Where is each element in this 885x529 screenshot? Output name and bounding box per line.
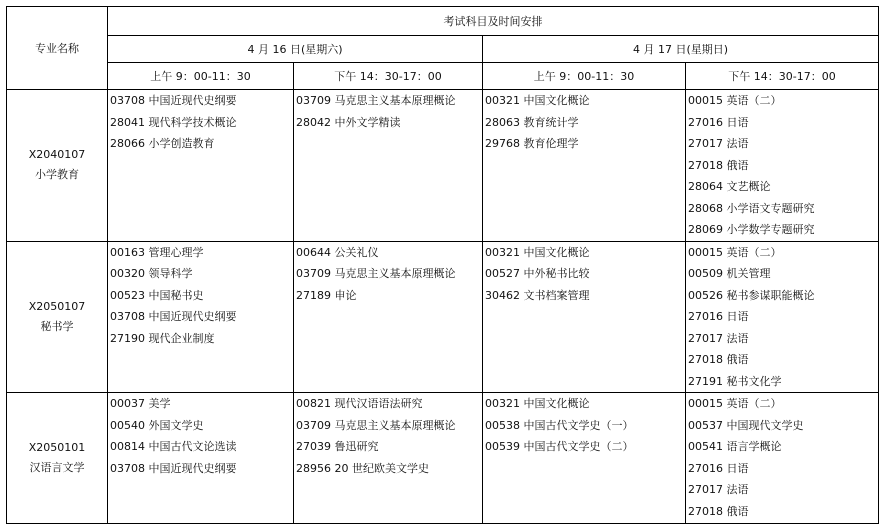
course-name: 美学	[148, 397, 171, 410]
course-line	[483, 90, 685, 112]
course-code: 27018	[688, 158, 723, 172]
course-code: 00037	[110, 397, 145, 410]
course-line	[686, 436, 878, 458]
course-cell-d1pm	[294, 241, 483, 393]
course-line	[108, 242, 293, 264]
course-code: 03709	[296, 418, 331, 432]
course-line	[483, 285, 685, 307]
course-code: 03709	[296, 94, 331, 107]
course-code: 28069	[688, 223, 723, 236]
course-cell-d1am	[108, 90, 294, 242]
course-name: 小学数学专题研究	[726, 223, 815, 236]
course-cell-d1pm	[294, 90, 483, 242]
course-line	[108, 133, 293, 155]
course-line	[108, 112, 293, 134]
course-name: 俄语	[726, 158, 749, 172]
course-name: 公关礼仪	[334, 245, 379, 259]
course-name: 法语	[726, 483, 749, 496]
course-line	[686, 133, 878, 155]
course-line	[483, 133, 685, 155]
course-name: 中国秘书史	[148, 288, 204, 302]
course-name: 中国文化概论	[523, 245, 590, 259]
course-cell-d1am	[108, 241, 294, 393]
major-code: X2050107	[28, 299, 86, 313]
course-name: 日语	[726, 115, 749, 129]
major-rows	[7, 90, 879, 524]
course-line	[108, 328, 293, 350]
course-name: 文书档案管理	[523, 288, 590, 302]
course-name: 教育伦理学	[523, 137, 579, 150]
course-code: 29768	[485, 137, 520, 150]
course-name: 英语（二）	[726, 245, 782, 259]
major-row	[7, 241, 879, 393]
course-line	[483, 393, 685, 415]
course-code: 27018	[688, 353, 723, 366]
course-name: 秘书参谋职能概论	[726, 288, 815, 302]
course-code: 03708	[110, 94, 145, 107]
course-name: 小学创造教育	[148, 137, 215, 150]
course-code: 00541	[688, 440, 723, 453]
course-line	[483, 112, 685, 134]
course-line	[108, 263, 293, 285]
course-code: 27018	[688, 504, 723, 518]
major-cell	[7, 241, 108, 393]
course-name: 中国现代文学史	[726, 418, 804, 432]
course-line	[686, 90, 878, 112]
course-name: 语言学概论	[726, 440, 782, 453]
day1-header: 4 月 16 日(星期六)	[108, 36, 483, 63]
course-code: 00321	[485, 245, 520, 259]
course-name: 中国古代文论选读	[148, 440, 237, 453]
course-code: 28042	[296, 115, 331, 129]
course-name: 中国古代文学史（一）	[523, 418, 634, 432]
course-cell-d2am	[483, 90, 686, 242]
course-line	[483, 436, 685, 458]
course-line	[686, 501, 878, 523]
course-name: 中国近现代史纲要	[148, 310, 237, 323]
course-line	[108, 285, 293, 307]
course-line	[686, 198, 878, 220]
course-name: 法语	[726, 331, 749, 345]
course-code: 00321	[485, 397, 520, 410]
course-cell-d2pm	[686, 393, 879, 524]
day2-am-header: 上午 9：00-11：30	[483, 63, 686, 90]
course-line	[294, 90, 482, 112]
course-code: 00538	[485, 418, 520, 432]
exam-schedule-table	[6, 6, 879, 524]
major-cell	[7, 393, 108, 524]
course-name: 中国文化概论	[523, 94, 590, 107]
course-code: 00015	[688, 245, 723, 259]
major-code: X2040107	[28, 148, 86, 162]
course-line	[686, 458, 878, 480]
course-code: 28041	[110, 115, 145, 129]
course-name: 现代企业制度	[148, 331, 215, 345]
course-line	[686, 112, 878, 134]
course-name: 现代汉语语法研究	[334, 397, 423, 410]
course-line	[483, 263, 685, 285]
course-name: 英语（二）	[726, 94, 782, 107]
major-column-header: 专业名称	[7, 7, 108, 90]
course-line	[294, 263, 482, 285]
course-name: 中国近现代史纲要	[148, 461, 237, 475]
course-name: 马克思主义基本原理概论	[334, 418, 456, 432]
course-cell-d2am	[483, 393, 686, 524]
course-name: 机关管理	[726, 267, 771, 280]
day2-pm-header: 下午 14：30-17：00	[686, 63, 879, 90]
course-line	[686, 242, 878, 264]
course-line	[108, 458, 293, 480]
course-name: 秘书文化学	[726, 374, 782, 388]
major-name: 秘书学	[40, 319, 74, 333]
course-name: 中国近现代史纲要	[148, 94, 237, 107]
course-line	[294, 393, 482, 415]
course-line	[108, 436, 293, 458]
course-name: 中外文学精读	[334, 115, 401, 129]
course-code: 28066	[110, 137, 145, 150]
course-code: 00321	[485, 94, 520, 107]
course-name: 管理心理学	[148, 245, 204, 259]
day1-pm-header: 下午 14：30-17：00	[294, 63, 483, 90]
course-cell-d1am	[108, 393, 294, 524]
course-code: 30462	[485, 288, 520, 302]
course-name: 日语	[726, 310, 749, 323]
course-code: 00644	[296, 245, 331, 259]
course-line	[686, 155, 878, 177]
course-name: 文艺概论	[726, 180, 771, 193]
course-name: 20 世纪欧美文学史	[334, 461, 429, 475]
major-cell	[7, 90, 108, 242]
course-line	[294, 436, 482, 458]
course-name: 中国文化概论	[523, 397, 590, 410]
course-line	[686, 393, 878, 415]
course-code: 00509	[688, 267, 723, 280]
course-name: 小学语文专题研究	[726, 201, 815, 215]
course-cell-d2pm	[686, 90, 879, 242]
course-name: 中外秘书比较	[523, 267, 590, 280]
course-name: 申论	[334, 288, 357, 302]
course-line	[686, 176, 878, 198]
course-name: 英语（二）	[726, 397, 782, 410]
schedule-title: 考试科目及时间安排	[108, 7, 879, 36]
course-code: 00539	[485, 440, 520, 453]
course-line	[294, 285, 482, 307]
major-row	[7, 393, 879, 524]
course-name: 马克思主义基本原理概论	[334, 267, 456, 280]
course-line	[686, 349, 878, 371]
course-line	[108, 306, 293, 328]
course-line	[294, 458, 482, 480]
course-name: 鲁迅研究	[334, 440, 379, 453]
course-line	[294, 415, 482, 437]
course-name: 外国文学史	[148, 418, 204, 432]
course-line	[108, 393, 293, 415]
course-cell-d2am	[483, 241, 686, 393]
course-code: 03708	[110, 461, 145, 475]
course-line	[686, 479, 878, 501]
course-line	[686, 263, 878, 285]
course-code: 00320	[110, 267, 145, 280]
course-name: 法语	[726, 137, 749, 150]
course-line	[686, 328, 878, 350]
course-code: 27190	[110, 331, 145, 345]
course-code: 00163	[110, 245, 145, 259]
course-line	[294, 242, 482, 264]
course-name: 俄语	[726, 353, 749, 366]
course-name: 领导科学	[148, 267, 193, 280]
course-code: 00527	[485, 267, 520, 280]
course-line	[686, 371, 878, 393]
course-code: 27017	[688, 331, 723, 345]
course-line	[483, 415, 685, 437]
course-name: 中国古代文学史（二）	[523, 440, 634, 453]
day1-am-header: 上午 9：00-11：30	[108, 63, 294, 90]
course-code: 27017	[688, 137, 723, 150]
major-code: X2050101	[28, 441, 86, 454]
course-code: 28063	[485, 115, 520, 129]
course-code: 27039	[296, 440, 331, 453]
course-code: 27189	[296, 288, 331, 302]
course-code: 00540	[110, 418, 145, 432]
course-name: 马克思主义基本原理概论	[334, 94, 456, 107]
major-name: 汉语言文学	[29, 461, 85, 474]
course-code: 00814	[110, 440, 145, 453]
course-name: 教育统计学	[523, 115, 579, 129]
course-code: 03708	[110, 310, 145, 323]
course-cell-d1pm	[294, 393, 483, 524]
course-code: 28956	[296, 461, 331, 475]
course-code: 27017	[688, 483, 723, 496]
course-line	[108, 415, 293, 437]
course-code: 27191	[688, 374, 723, 388]
course-name: 现代科学技术概论	[148, 115, 237, 129]
course-line	[686, 285, 878, 307]
course-cell-d2pm	[686, 241, 879, 393]
course-code: 27016	[688, 461, 723, 475]
day2-header: 4 月 17 日(星期日)	[483, 36, 879, 63]
course-line	[686, 306, 878, 328]
course-line	[108, 90, 293, 112]
course-code: 00015	[688, 94, 723, 107]
course-line	[686, 415, 878, 437]
course-code: 28064	[688, 180, 723, 193]
course-code: 00523	[110, 288, 145, 302]
course-code: 00821	[296, 397, 331, 410]
course-line	[483, 242, 685, 264]
course-code: 28068	[688, 201, 723, 215]
course-code: 27016	[688, 115, 723, 129]
course-name: 日语	[726, 461, 749, 475]
major-row	[7, 90, 879, 242]
course-line	[686, 219, 878, 241]
course-code: 00537	[688, 418, 723, 432]
course-code: 03709	[296, 267, 331, 280]
major-name: 小学教育	[35, 168, 79, 182]
course-code: 27016	[688, 310, 723, 323]
course-line	[294, 112, 482, 134]
course-code: 00526	[688, 288, 723, 302]
course-code: 00015	[688, 397, 723, 410]
course-name: 俄语	[726, 504, 749, 518]
